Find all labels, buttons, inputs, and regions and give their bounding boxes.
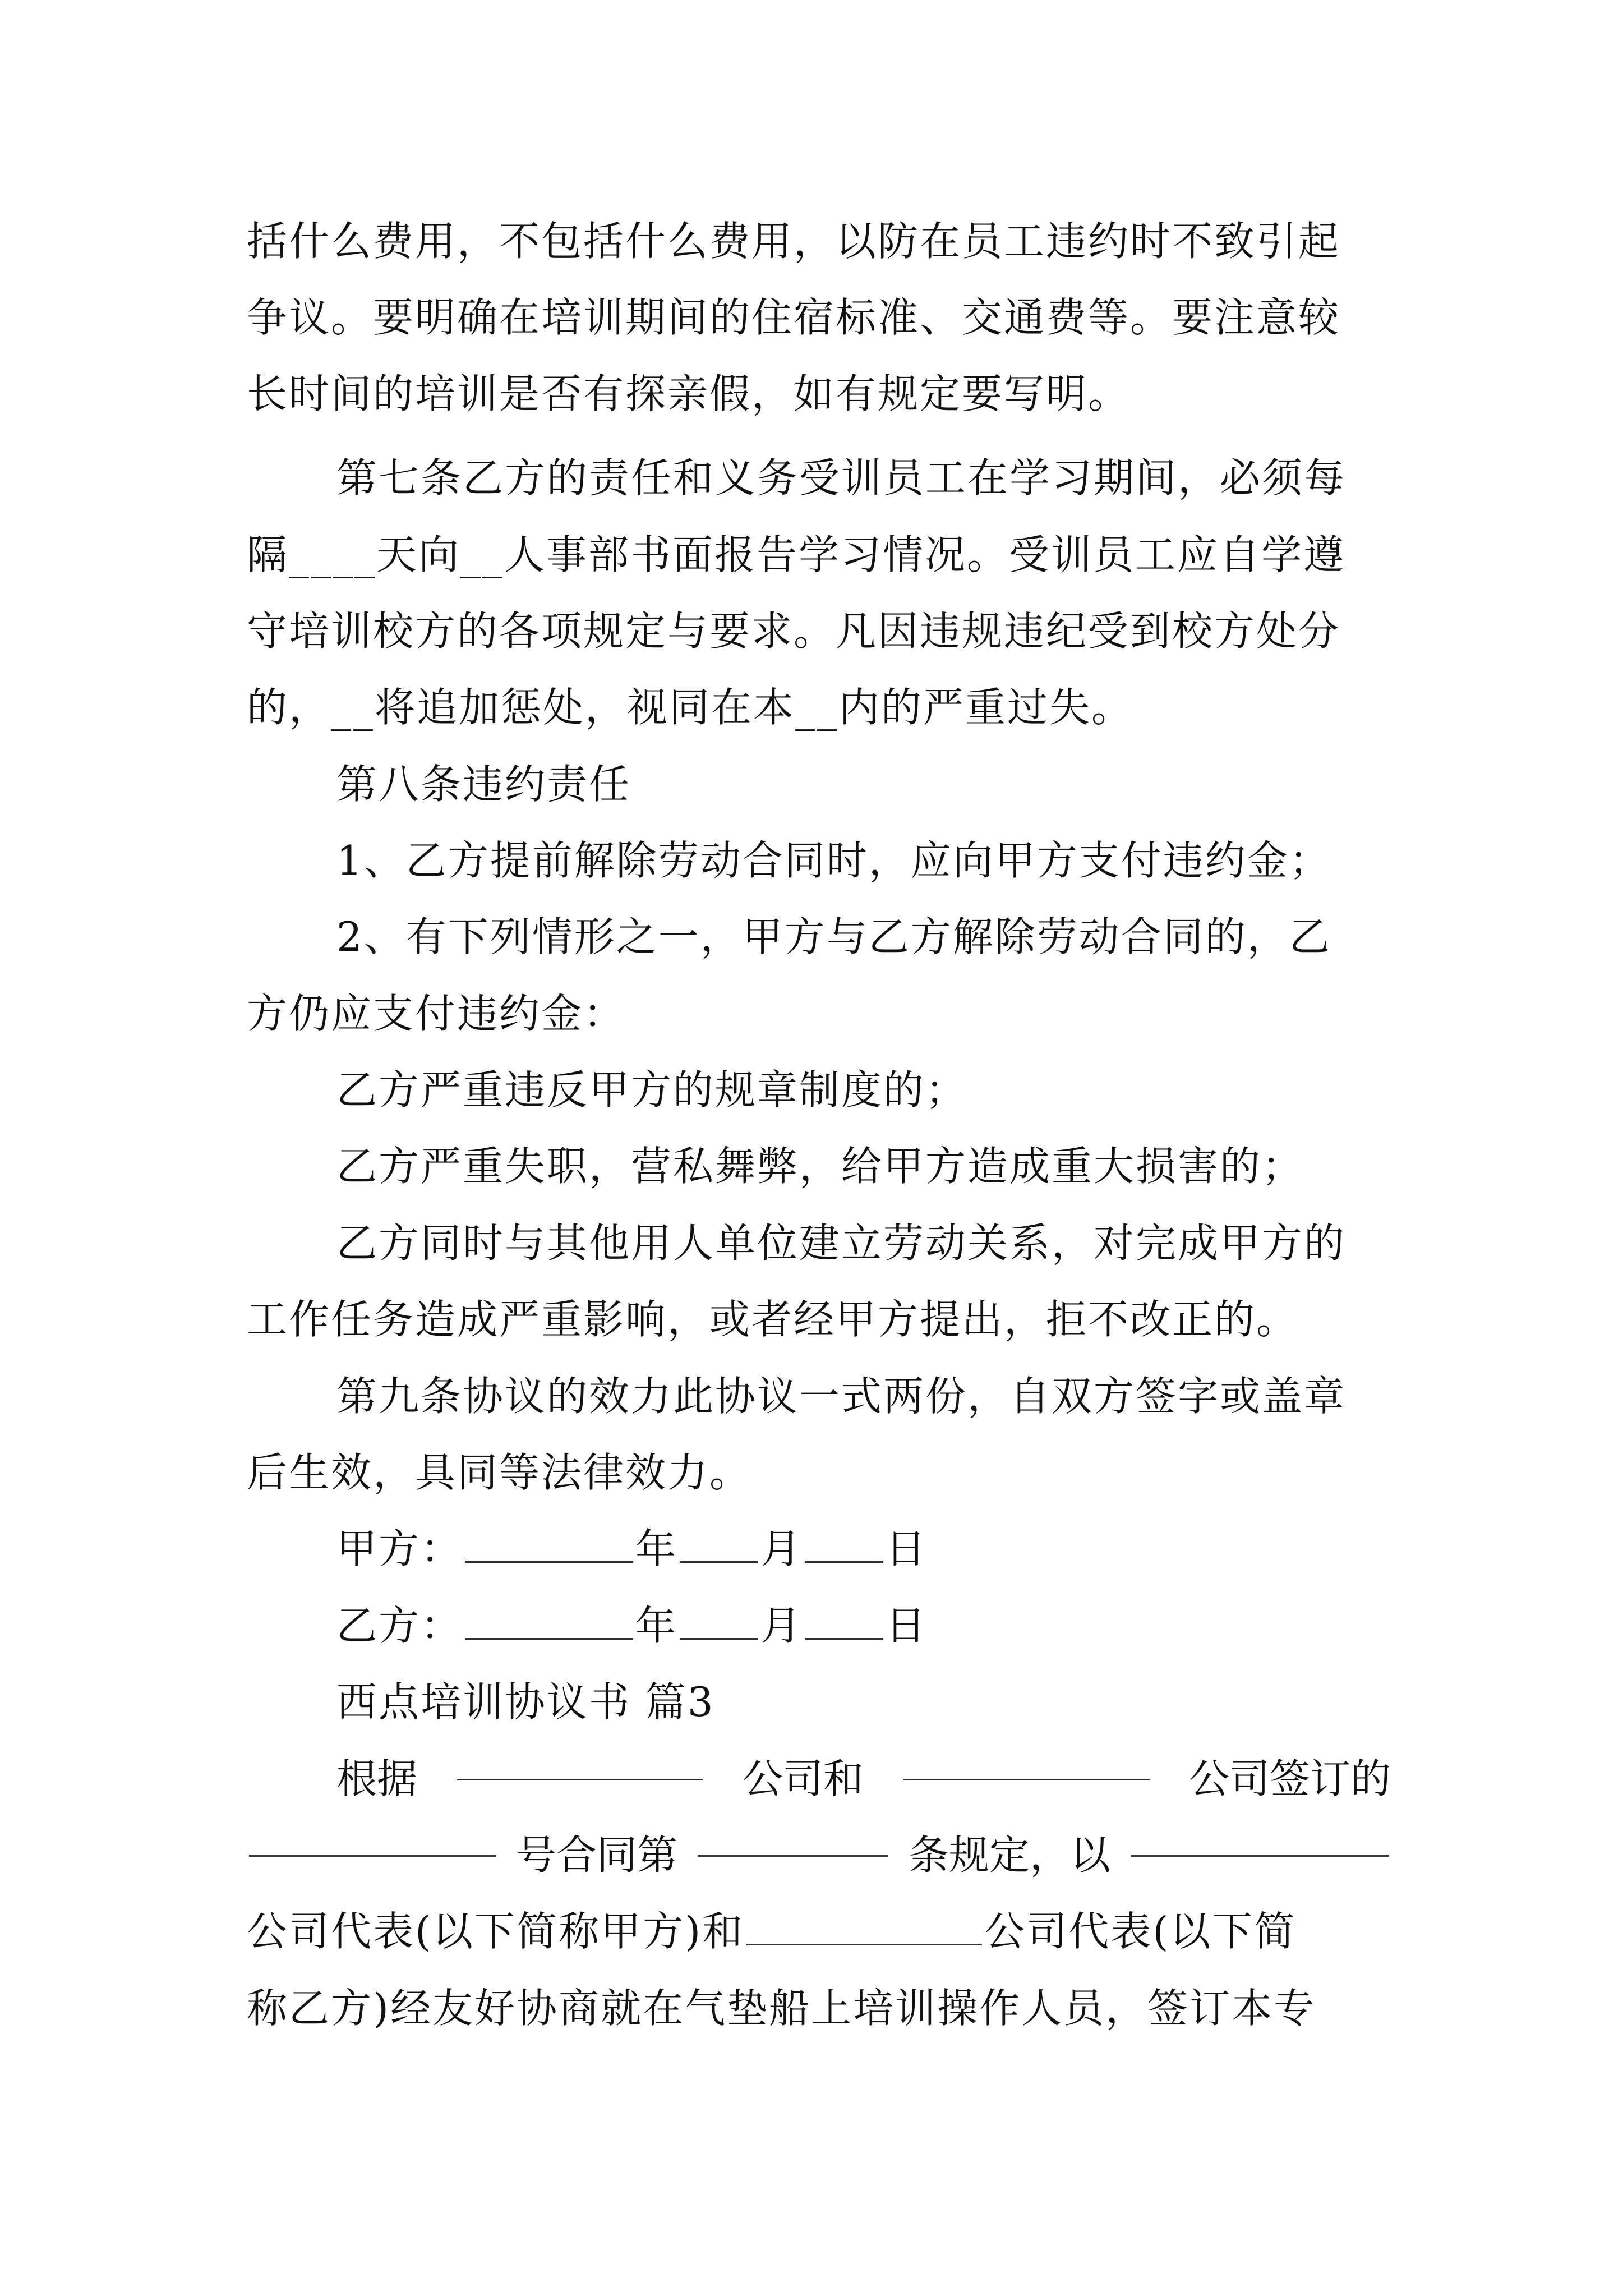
- signature-line-b: [336, 1592, 1391, 1659]
- year-blank: [680, 1527, 758, 1563]
- text-line: 乙方严重违反甲方的规章制度的；: [336, 1066, 968, 1114]
- month-blank: [805, 1604, 883, 1640]
- text-fragment: 公司代表(以下简: [984, 1908, 1297, 1955]
- text-line: 乙方严重失职，营私舞弊，给甲方造成重大损害的；: [336, 1143, 1304, 1190]
- text-line: 隔____天向__人事部书面报告学习情况。受训员工应自学遵: [247, 531, 1346, 578]
- party-a-blank: [465, 1527, 633, 1563]
- text-fragment: 公司和: [742, 1755, 864, 1802]
- year-blank: [680, 1604, 758, 1640]
- text-fragment: 公司代表(以下简称甲方)和: [247, 1908, 745, 1955]
- text-line: 第七条乙方的责任和义务受训员工在学习期间，必须每: [336, 454, 1347, 501]
- day-label: 日: [886, 1525, 928, 1572]
- party-b-label: 乙方：: [336, 1602, 463, 1649]
- month-label: 月: [760, 1602, 803, 1649]
- text-line: 争议。要明确在培训期间的住宿标准、交通费等。要注意较: [247, 294, 1341, 341]
- text-line: 的，__将追加惩处，视同在本__内的严重过失。: [247, 684, 1134, 731]
- year-label: 年: [635, 1602, 678, 1649]
- text-line: 第九条协议的效力此协议一式两份，自双方签字或盖章: [336, 1373, 1347, 1420]
- section-title: 西点培训协议书 篇3: [336, 1678, 715, 1726]
- company-blank: [746, 1910, 982, 1945]
- text-line: [336, 1745, 1391, 1812]
- text-line: [247, 1898, 1391, 1965]
- text-line: 方仍应支付违约金：: [247, 990, 626, 1037]
- company-blank: [1131, 1821, 1389, 1857]
- company-blank: [457, 1745, 703, 1780]
- text-fragment: 根据: [336, 1755, 418, 1802]
- text-line: [247, 1821, 1391, 1889]
- party-b-blank: [465, 1604, 633, 1640]
- text-line: 工作任务造成严重影响，或者经甲方提出，拒不改正的。: [247, 1296, 1299, 1343]
- text-fragment: 公司签订的: [1188, 1755, 1391, 1802]
- text-line: 2、有下列情形之一，甲方与乙方解除劳动合同的，乙: [336, 913, 1331, 960]
- text-line: 称乙方)经友好协商就在气垫船上培训操作人员，签订本专: [247, 1985, 1316, 2032]
- signature-line-a: [336, 1515, 1391, 1582]
- article-number-blank: [698, 1821, 888, 1857]
- text-line: 后生效，具同等法律效力。: [247, 1449, 752, 1496]
- contract-number-blank: [249, 1821, 496, 1857]
- party-a-label: 甲方：: [336, 1525, 463, 1572]
- article-heading: 第八条违约责任: [336, 761, 631, 808]
- text-line: 乙方同时与其他用人单位建立劳动关系，对完成甲方的: [336, 1220, 1347, 1267]
- year-label: 年: [635, 1525, 678, 1572]
- month-blank: [805, 1527, 883, 1563]
- text-line: 括什么费用，不包括什么费用，以防在员工违约时不致引起: [247, 218, 1341, 265]
- text-line: 长时间的培训是否有探亲假，如有规定要写明。: [247, 370, 1131, 417]
- text-fragment: 条规定，以: [908, 1832, 1110, 1879]
- month-label: 月: [760, 1525, 803, 1572]
- company-blank: [903, 1745, 1150, 1780]
- text-line: 守培训校方的各项规定与要求。凡因违规违纪受到校方处分: [247, 608, 1341, 655]
- text-fragment: 号合同第: [515, 1832, 677, 1879]
- text-line: 1、乙方提前解除劳动合同时，应向甲方支付违约金；: [336, 837, 1331, 884]
- day-label: 日: [886, 1602, 928, 1649]
